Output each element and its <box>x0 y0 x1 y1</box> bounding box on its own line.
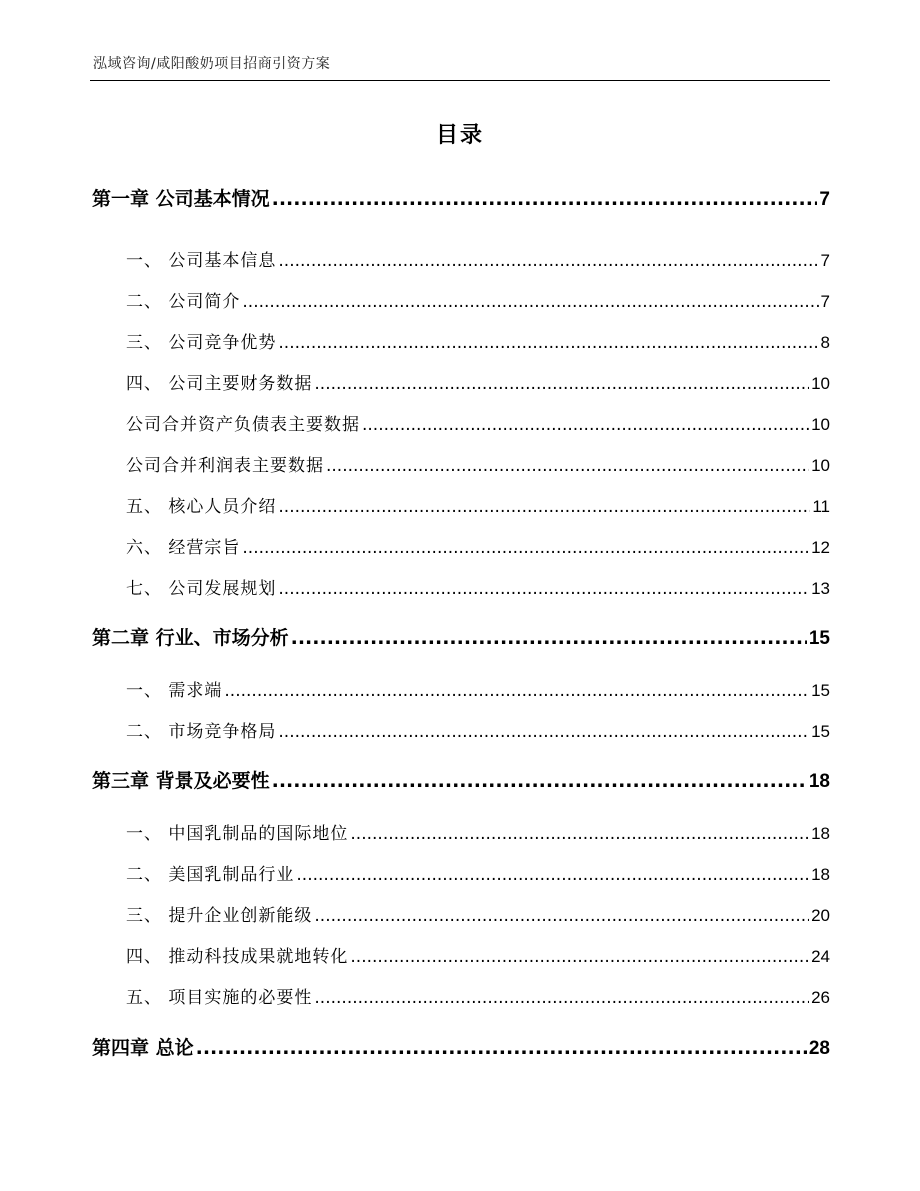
toc-entry-label: 第二章 行业、市场分析 <box>92 627 289 649</box>
toc-entry-page: 15 <box>808 628 830 649</box>
toc-entry-page: 11 <box>812 497 830 516</box>
dot-leader <box>314 988 809 1008</box>
toc-entry-section[interactable] <box>126 819 830 844</box>
toc-entry-page: 7 <box>819 189 830 210</box>
toc-entry-label: 二、 美国乳制品行业 <box>126 865 295 885</box>
toc-entry-label: 五、 项目实施的必要性 <box>126 988 313 1008</box>
toc-entry-chapter[interactable] <box>92 766 830 793</box>
dot-leader <box>350 947 809 967</box>
toc-entry-label: 五、 核心人员介绍 <box>126 497 277 517</box>
toc-title: 目录 <box>435 123 484 148</box>
toc-entry-page: 28 <box>808 1038 830 1059</box>
toc-entry-section[interactable] <box>126 246 830 271</box>
toc-entry-label: 一、 需求端 <box>126 681 223 701</box>
toc-entry-section[interactable] <box>126 533 830 558</box>
toc-entry-subsection[interactable] <box>126 451 830 476</box>
toc-entry-label: 四、 推动科技成果就地转化 <box>126 947 349 967</box>
toc-entry-chapter[interactable] <box>92 184 830 211</box>
dot-leader <box>314 906 809 926</box>
dot-leader <box>350 824 809 844</box>
toc-entry-section[interactable] <box>126 287 830 312</box>
dot-leader <box>272 188 818 210</box>
dot-leader <box>278 579 809 599</box>
toc-entry-page: 15 <box>811 681 830 700</box>
toc-entry-label: 三、 提升企业创新能级 <box>126 906 313 926</box>
dot-leader <box>196 1037 807 1059</box>
dot-leader <box>296 865 809 885</box>
toc-entry-section[interactable] <box>126 717 830 742</box>
toc-entry-page: 18 <box>808 771 830 792</box>
dot-leader <box>291 627 807 649</box>
toc-entry-label: 四、 公司主要财务数据 <box>126 374 313 394</box>
toc-entry-page: 7 <box>820 251 830 270</box>
dot-leader <box>278 333 818 353</box>
toc-entry-page: 8 <box>820 333 830 352</box>
toc-entry-section[interactable] <box>126 983 830 1008</box>
toc-entry-label: 二、 市场竞争格局 <box>126 722 277 742</box>
toc-entry-section[interactable] <box>126 492 830 517</box>
toc-entry-section[interactable] <box>126 369 830 394</box>
dot-leader <box>278 251 818 271</box>
toc-entry-section[interactable] <box>126 574 830 599</box>
dot-leader <box>224 681 809 701</box>
dot-leader <box>242 292 818 312</box>
toc-entry-chapter[interactable] <box>92 623 830 650</box>
toc-entry-section[interactable] <box>126 942 830 967</box>
toc-entry-page: 10 <box>811 415 830 434</box>
toc-entry-label: 二、 公司简介 <box>126 292 241 312</box>
toc-entry-section[interactable] <box>126 901 830 926</box>
dot-leader <box>326 456 809 476</box>
toc-entry-page: 15 <box>811 722 830 741</box>
toc-entry-page: 26 <box>811 988 830 1007</box>
toc-entry-label: 六、 经营宗旨 <box>126 538 241 558</box>
dot-leader <box>278 497 810 517</box>
toc-entry-section[interactable] <box>126 328 830 353</box>
toc-entry-label: 一、 公司基本信息 <box>126 251 277 271</box>
toc-entry-label: 第四章 总论 <box>92 1037 194 1059</box>
toc-entry-section[interactable] <box>126 860 830 885</box>
toc-entry-page: 24 <box>811 947 830 966</box>
toc-entry-section[interactable] <box>126 676 830 701</box>
toc-entry-label: 一、 中国乳制品的国际地位 <box>126 824 349 844</box>
toc-entry-label: 三、 公司竞争优势 <box>126 333 277 353</box>
toc-entry-page: 7 <box>820 292 830 311</box>
toc-entry-label: 七、 公司发展规划 <box>126 579 277 599</box>
toc-entry-page: 13 <box>811 579 830 598</box>
dot-leader <box>278 722 809 742</box>
toc-entry-page: 10 <box>811 456 830 475</box>
toc-entry-label: 第一章 公司基本情况 <box>92 188 270 210</box>
toc-entry-label: 公司合并利润表主要数据 <box>126 456 324 476</box>
toc-entry-page: 20 <box>811 906 830 925</box>
toc-entry-chapter[interactable] <box>92 1033 830 1060</box>
header-rule <box>90 80 830 81</box>
toc-entry-page: 18 <box>811 824 830 843</box>
dot-leader <box>314 374 809 394</box>
running-header: 泓域咨询/咸阳酸奶项目招商引资方案 <box>93 56 331 72</box>
toc-entry-page: 18 <box>811 865 830 884</box>
dot-leader <box>272 770 807 792</box>
toc-entry-subsection[interactable] <box>126 410 830 435</box>
dot-leader <box>242 538 809 558</box>
toc-entry-page: 10 <box>811 374 830 393</box>
dot-leader <box>362 415 809 435</box>
toc-entry-label: 公司合并资产负债表主要数据 <box>126 415 360 435</box>
toc-entry-page: 12 <box>811 538 830 557</box>
toc-entry-label: 第三章 背景及必要性 <box>92 770 270 792</box>
